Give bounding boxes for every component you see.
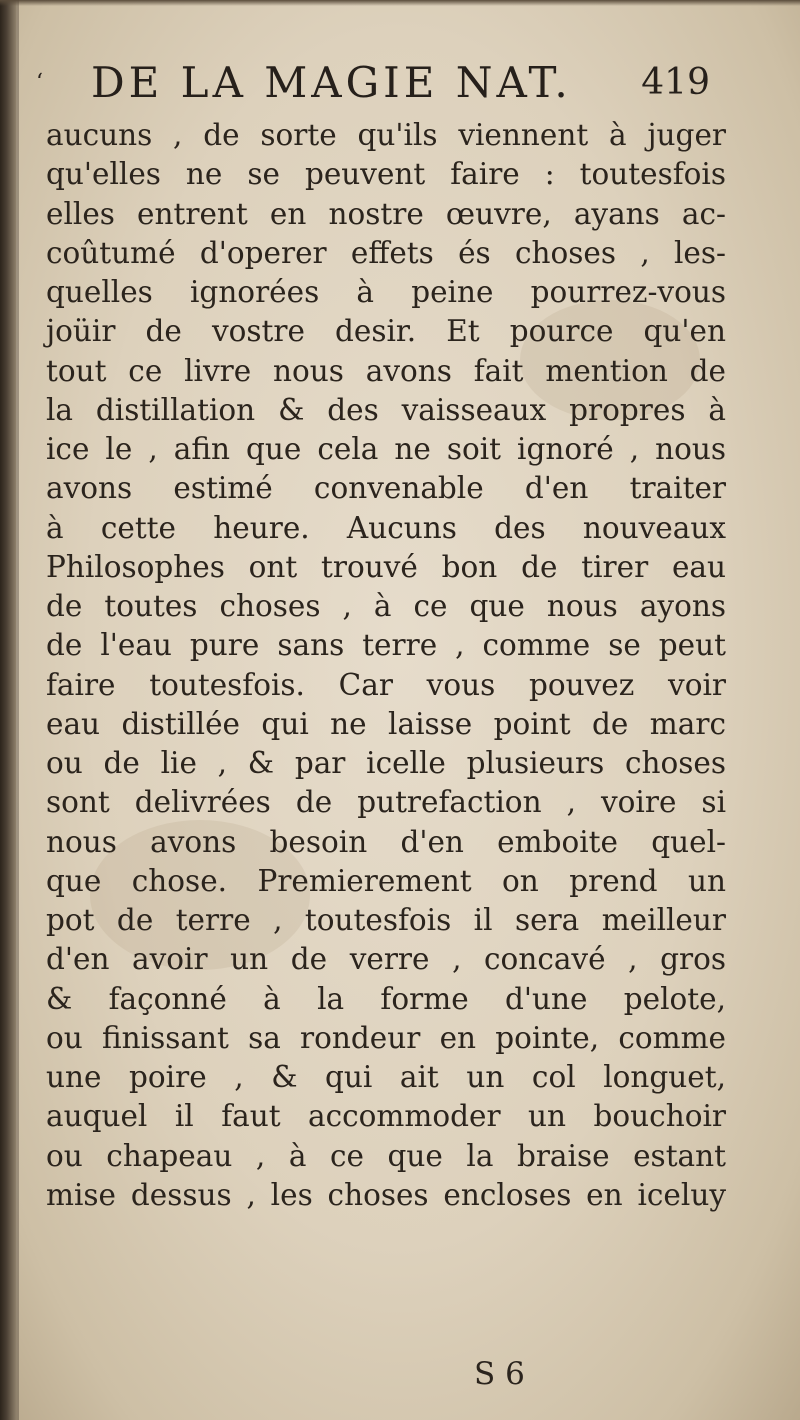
text-line: de l'eau pure sans terre , comme se peut bbox=[46, 628, 726, 663]
body-text bbox=[46, 116, 726, 1215]
text-line: pot de terre , toutesfois il sera meilleur bbox=[46, 903, 726, 937]
text-line: de toutes choses , à ce que nous ayons bbox=[46, 589, 726, 623]
text-line: que chose. Premierement on prend un bbox=[46, 863, 726, 898]
text-line: d'en avoir un de verre , concavé , gros bbox=[46, 942, 726, 977]
text-line: la distillation & des vaisseaux propres à bbox=[46, 392, 726, 427]
book-gutter bbox=[0, 0, 16, 1420]
text-line: sont delivrées de putrefaction , voire si bbox=[46, 785, 726, 820]
text-line: auquel il faut accommoder un bouchoir bbox=[46, 1099, 726, 1134]
text-line: coûtumé d'operer effets és choses , les- bbox=[46, 235, 726, 270]
signature-mark: S 6 bbox=[474, 1356, 525, 1392]
text-line: ou chapeau , à ce que la braise estant bbox=[46, 1138, 726, 1173]
text-line: ice le , afin que cela ne soit ignoré , nous bbox=[46, 432, 726, 466]
text-line: quelles ignorées à peine pourrez-vous bbox=[46, 275, 726, 309]
text-line: mise dessus , les choses encloses en iceluy bbox=[46, 1177, 726, 1212]
text-line: à cette heure. Aucuns des nouveaux bbox=[46, 510, 726, 545]
text-line: elles entrent en nostre œuvre, ayans ac- bbox=[46, 196, 726, 231]
text-line: faire toutesfois. Car vous pouvez voir bbox=[46, 667, 726, 702]
text-line: tout ce livre nous avons fait mention de bbox=[46, 353, 726, 388]
text-line: une poire , & qui ait un col longuet, bbox=[46, 1060, 726, 1094]
header-mark: ʻ bbox=[36, 70, 43, 95]
page-top-edge bbox=[0, 0, 800, 6]
page-number: 419 bbox=[641, 62, 710, 103]
page-header bbox=[36, 52, 756, 108]
text-line: eau distillée qui ne laisse point de marc bbox=[46, 706, 726, 741]
text-line: nous avons besoin d'en emboite quel- bbox=[46, 824, 726, 859]
text-line: & façonné à la forme d'une pelote, bbox=[46, 981, 726, 1016]
text-line: Philosophes ont trouvé bon de tirer eau bbox=[46, 549, 726, 584]
text-line: avons estimé convenable d'en traiter bbox=[46, 471, 726, 506]
running-head: DE LA MAGIE NAT. bbox=[91, 58, 572, 107]
text-line: aucuns , de sorte qu'ils viennent à juger bbox=[46, 118, 726, 152]
gutter-shadow bbox=[16, 0, 19, 1420]
text-line: qu'elles ne se peuvent faire : toutesfois bbox=[46, 157, 726, 192]
text-line: ou finissant sa rondeur en pointe, comme bbox=[46, 1020, 726, 1055]
text-line: joüir de vostre desir. Et pource qu'en bbox=[46, 314, 726, 349]
text-line: ou de lie , & par icelle plusieurs choses bbox=[46, 746, 726, 780]
